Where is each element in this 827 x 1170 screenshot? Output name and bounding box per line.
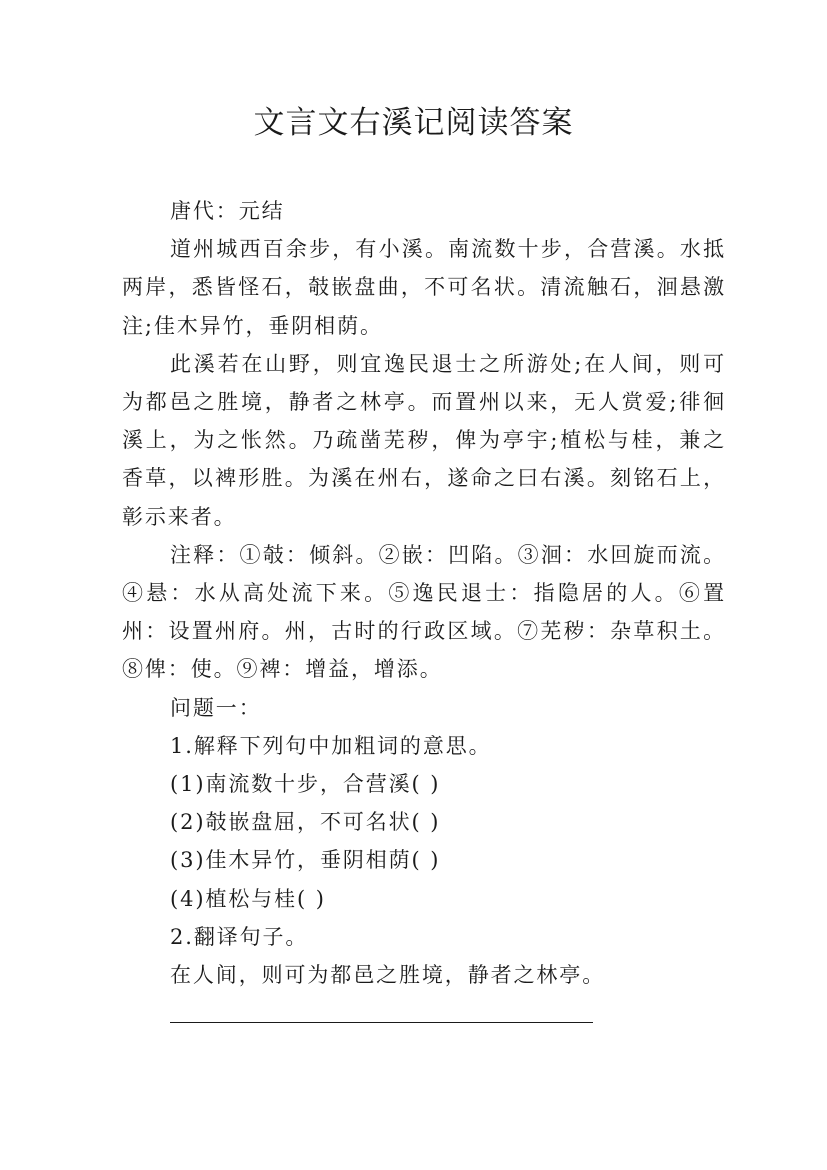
- answer-blank-line: [170, 1022, 593, 1023]
- question-1-item: (4)植松与桂( ): [170, 886, 326, 911]
- author-line: 唐代：元结: [170, 199, 285, 223]
- question-1-item: (2)攲嵌盘屈，不可名状( ): [170, 810, 441, 835]
- paragraph-2: 此溪若在山野，则宜逸民退士之所游处;在人间，则可为都邑之胜境，静者之林亭。而置州以来，无人赏爱;徘徊溪上，为之怅然。乃疏凿芜秽，俾为亭宇;植松与桂，兼之香草，以裨形胜。为溪在州右，遂命之曰右溪。刻铭石上，彰示来者。: [122, 351, 726, 529]
- question-2-heading: 2.翻译句子。: [170, 924, 309, 949]
- question-heading: 问题一：: [170, 695, 262, 720]
- question-1-heading: 1.解释下列句中加粗词的意思。: [170, 733, 492, 758]
- question-1-item: (1)南流数十步，合营溪( ): [170, 772, 441, 797]
- annotations-paragraph: 注释：①攲：倾斜。②嵌：凹陷。③洄：水回旋而流。④悬：水从高处流下来。⑤逸民退士：指隐居的人。⑥置州：设置州府。州，古时的行政区域。⑦芜秽：杂草积土。⑧俾：使。⑨裨：增益，增添。: [122, 542, 726, 682]
- document-title: 文言文右溪记阅读答案: [253, 105, 574, 141]
- document-body: [122, 192, 726, 1023]
- question-1-item: (3)佳木异竹，垂阴相荫( ): [170, 848, 441, 873]
- paragraph-1: 道州城西百余步，有小溪。南流数十步，合营溪。水抵两岸，悉皆怪石，攲嵌盘曲，不可名状。清流触石，洄悬激注;佳木异竹，垂阴相荫。: [122, 237, 726, 338]
- question-2-sentence: 在人间，则可为都邑之胜境，静者之林亭。: [170, 963, 606, 988]
